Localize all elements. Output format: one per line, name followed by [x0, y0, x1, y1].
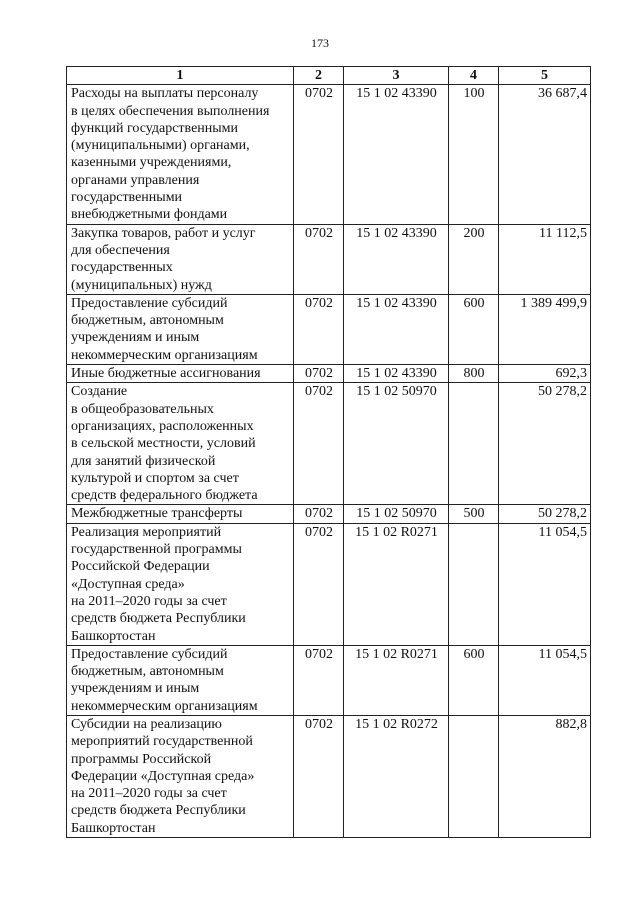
row-amount-cell: 11 054,5	[499, 645, 591, 715]
row-name-line: бюджетным, автономным	[71, 664, 224, 680]
row-section-cell: 0702	[294, 294, 344, 364]
row-type-cell	[449, 715, 499, 837]
row-section-cell: 0702	[294, 505, 344, 523]
row-name-line: некоммерческим организациям	[71, 698, 258, 714]
row-name-cell	[67, 715, 294, 837]
row-name-line: Расходы на выплаты персоналу	[71, 86, 259, 102]
row-name-line: средств федерального бюджета	[71, 488, 258, 504]
row-name-line: внебюджетными фондами	[71, 207, 228, 223]
row-name-line: в сельской местности, условий	[71, 436, 256, 452]
row-name-line: государственными	[71, 190, 183, 206]
row-name-cell	[67, 365, 294, 383]
row-type-cell: 100	[449, 85, 499, 224]
row-name-line: «Доступная среда»	[71, 576, 185, 592]
row-target-cell: 15 1 02 R0272	[344, 715, 449, 837]
row-name-line: Создание	[71, 384, 128, 400]
table-row	[67, 85, 591, 224]
row-name-cell	[67, 645, 294, 715]
row-name-cell	[67, 523, 294, 645]
row-name-cell	[67, 505, 294, 523]
row-amount-cell: 11 054,5	[499, 523, 591, 645]
row-name-line: Субсидии на реализацию	[71, 716, 222, 732]
row-name-line: Предоставление субсидий	[71, 295, 228, 311]
column-header-amount: 5	[499, 67, 591, 85]
row-name-line: мероприятий государственной	[71, 734, 253, 750]
row-name-line: в общеобразовательных	[71, 401, 214, 417]
row-name-line: организациях, расположенных	[71, 418, 254, 434]
row-name-cell	[67, 224, 294, 294]
row-target-cell: 15 1 02 R0271	[344, 523, 449, 645]
table-row	[67, 645, 591, 715]
row-name-line: в целях обеспечения выполнения	[71, 103, 270, 119]
row-target-cell: 15 1 02 50970	[344, 505, 449, 523]
row-type-cell: 800	[449, 365, 499, 383]
row-name-line: казенными учреждениями,	[71, 155, 232, 171]
budget-table	[66, 66, 591, 838]
row-name-line: функций государственными	[71, 120, 239, 136]
row-name-line: государственных	[71, 260, 173, 276]
row-name-line: Иные бюджетные ассигнования	[71, 366, 261, 382]
row-name-line: некоммерческим организациям	[71, 347, 258, 363]
page-number: 173	[311, 36, 329, 50]
row-target-cell: 15 1 02 43390	[344, 85, 449, 224]
row-type-cell	[449, 523, 499, 645]
row-name-line: (муниципальными) органами,	[71, 138, 250, 154]
row-type-cell: 200	[449, 224, 499, 294]
row-target-cell: 15 1 02 43390	[344, 294, 449, 364]
row-name-cell	[67, 85, 294, 224]
table-header-row	[67, 67, 591, 85]
column-header-name: 1	[67, 67, 294, 85]
row-amount-cell: 692,3	[499, 365, 591, 383]
row-target-cell: 15 1 02 43390	[344, 224, 449, 294]
row-section-cell: 0702	[294, 224, 344, 294]
row-section-cell: 0702	[294, 645, 344, 715]
row-name-line: для занятий физической	[71, 453, 216, 469]
table-row	[67, 523, 591, 645]
row-section-cell: 0702	[294, 715, 344, 837]
row-name-line: бюджетным, автономным	[71, 313, 224, 329]
row-name-line: на 2011–2020 годы за счет	[71, 786, 227, 802]
row-type-cell	[449, 383, 499, 505]
row-name-line: государственной программы	[71, 542, 242, 558]
row-amount-cell: 36 687,4	[499, 85, 591, 224]
row-name-line: Российской Федерации	[71, 559, 210, 575]
table-body	[67, 85, 591, 838]
row-name-line: Реализация мероприятий	[71, 524, 222, 540]
row-amount-cell: 1 389 499,9	[499, 294, 591, 364]
row-section-cell: 0702	[294, 365, 344, 383]
row-name-line: (муниципальных) нужд	[71, 277, 212, 293]
row-name-line: Башкортостан	[71, 628, 156, 644]
row-type-cell: 500	[449, 505, 499, 523]
row-name-line: Федерации «Доступная среда»	[71, 768, 255, 784]
row-name-line: Межбюджетные трансферты	[71, 506, 243, 522]
table-row	[67, 505, 591, 523]
row-name-line: программы Российской	[71, 751, 212, 767]
row-name-cell	[67, 294, 294, 364]
row-amount-cell: 50 278,2	[499, 505, 591, 523]
column-header-section: 2	[294, 67, 344, 85]
row-amount-cell: 50 278,2	[499, 383, 591, 505]
row-type-cell: 600	[449, 294, 499, 364]
table-row	[67, 294, 591, 364]
row-name-line: Башкортостан	[71, 820, 156, 836]
row-section-cell: 0702	[294, 523, 344, 645]
table-row	[67, 715, 591, 837]
row-target-cell: 15 1 02 R0271	[344, 645, 449, 715]
column-header-type: 4	[449, 67, 499, 85]
row-name-line: культурой и спортом за счет	[71, 470, 239, 486]
table-row	[67, 383, 591, 505]
row-name-line: средств бюджета Республики	[71, 611, 246, 627]
row-target-cell: 15 1 02 50970	[344, 383, 449, 505]
row-amount-cell: 11 112,5	[499, 224, 591, 294]
row-name-line: Закупка товаров, работ и услуг	[71, 225, 256, 241]
row-section-cell: 0702	[294, 383, 344, 505]
row-name-line: учреждениям и иным	[71, 681, 200, 697]
row-name-line: средств бюджета Республики	[71, 803, 246, 819]
table-row	[67, 224, 591, 294]
row-name-line: Предоставление субсидий	[71, 646, 228, 662]
row-type-cell: 600	[449, 645, 499, 715]
row-name-cell	[67, 383, 294, 505]
row-name-line: на 2011–2020 годы за счет	[71, 593, 227, 609]
row-name-line: учреждениям и иным	[71, 330, 200, 346]
column-header-target: 3	[344, 67, 449, 85]
row-amount-cell: 882,8	[499, 715, 591, 837]
row-name-line: для обеспечения	[71, 242, 170, 258]
row-section-cell: 0702	[294, 85, 344, 224]
row-target-cell: 15 1 02 43390	[344, 365, 449, 383]
table-row	[67, 365, 591, 383]
row-name-line: органами управления	[71, 172, 200, 188]
